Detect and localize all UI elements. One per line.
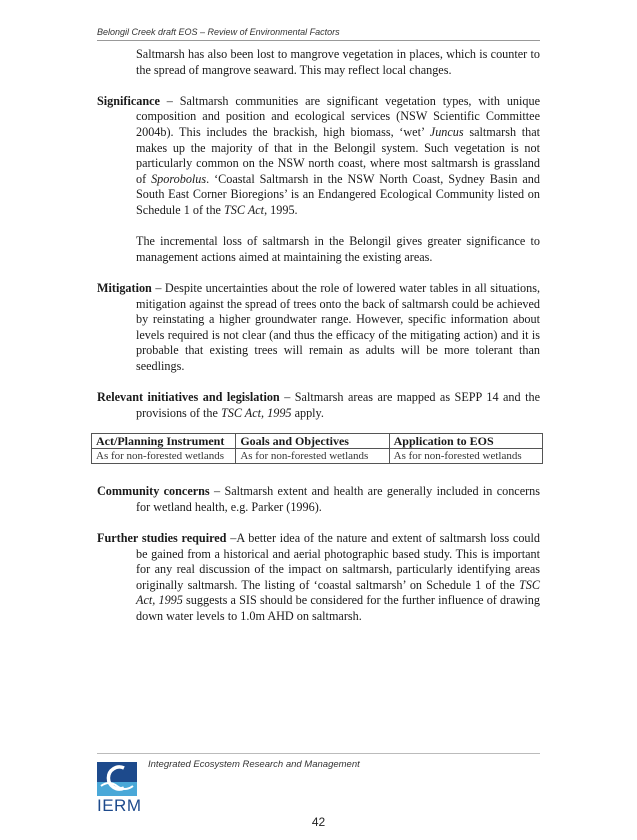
page-content bbox=[97, 47, 540, 625]
table-header-cell: Goals and Objectives bbox=[236, 434, 389, 449]
page-number: 42 bbox=[311, 815, 326, 829]
paragraph-relevant-initiatives: Relevant initiatives and legislation – Saltmarsh areas are mapped as SEPP 14 and the provisions of the TSC Act, 1995 apply. bbox=[97, 390, 540, 420]
paragraph-mangrove: Saltmarsh has also been lost to mangrove vegetation in places, which is counter to the spread of mangrove seaward. This may reflect local changes. bbox=[136, 47, 540, 77]
paragraph-incremental-loss: The incremental loss of saltmarsh in the Belongil gives greater significance to management actions aimed at maintaining the existing areas. bbox=[136, 234, 540, 264]
table-cell: As for non-forested wetlands bbox=[92, 449, 236, 464]
header-rule bbox=[97, 40, 540, 41]
footer-rule bbox=[97, 753, 540, 754]
table-row bbox=[92, 449, 543, 464]
mitigation-heading: Mitigation bbox=[97, 280, 152, 295]
significance-heading: Significance bbox=[97, 93, 160, 108]
running-header: Belongil Creek draft EOS – Review of Environmental Factors bbox=[97, 27, 340, 37]
footer-org-name: Integrated Ecosystem Research and Management bbox=[148, 759, 360, 770]
legislation-table bbox=[91, 433, 543, 464]
further-heading: Further studies required bbox=[97, 531, 227, 546]
community-heading: Community concerns bbox=[97, 484, 210, 499]
paragraph-further-studies: Further studies required –A better idea of the nature and extent of saltmarsh loss could be gained from a historical and aerial photographic based study. This is important for any real discussion of the impact on saltmarsh, particularly identifying areas originally saltmarsh. The listing of ‘coastal saltmarsh’ on Schedule 1 of the TSC Act, 1995 suggests a SIS should be considered for the further influence of drawing down water levels to 1.0m AHD on saltmarsh. bbox=[97, 531, 540, 623]
paragraph-significance: Significance – Saltmarsh communities are significant vegetation types, with unique composition and position and ecological services (NSW Scientific Committee 2004b). This includes the brackish, high biomass, ‘wet’ Juncus saltmarsh that makes up the majority of that in the Belongil system. Such vegetation is not particularly common on the NSW north coast, where most saltmarsh is grassland of Sporobolus. ‘Coastal Saltmarsh in the NSW North Coast, Sydney Basin and South East Corner Bioregions’ is an Endangered Ecological Community listed on Schedule 1 of the TSC Act, 1995. bbox=[97, 93, 540, 217]
table-header-cell: Application to EOS bbox=[389, 434, 542, 449]
relevant-heading: Relevant initiatives and legislation bbox=[97, 390, 280, 405]
paragraph-mitigation: Mitigation – Despite uncertainties about the role of lowered water tables in all situations, mitigation against the spread of trees onto the back of saltmarsh could be achieved by reinstating a higher groundwater range. However, specific information about levels required is not clear (and thus the efficacy of the mitigating action) and it is probable that existing trees will remain as adults will be more tolerant than seedlings. bbox=[97, 280, 540, 373]
ierm-logo-icon bbox=[97, 762, 137, 796]
table-cell: As for non-forested wetlands bbox=[389, 449, 542, 464]
table-header-cell: Act/Planning Instrument bbox=[92, 434, 236, 449]
table-cell: As for non-forested wetlands bbox=[236, 449, 389, 464]
table-header-row bbox=[92, 434, 543, 449]
paragraph-community-concerns: Community concerns – Saltmarsh extent and health are generally included in concerns for wetland health, e.g. Parker (1996). bbox=[97, 484, 541, 514]
logo-text: IERM bbox=[97, 796, 142, 815]
